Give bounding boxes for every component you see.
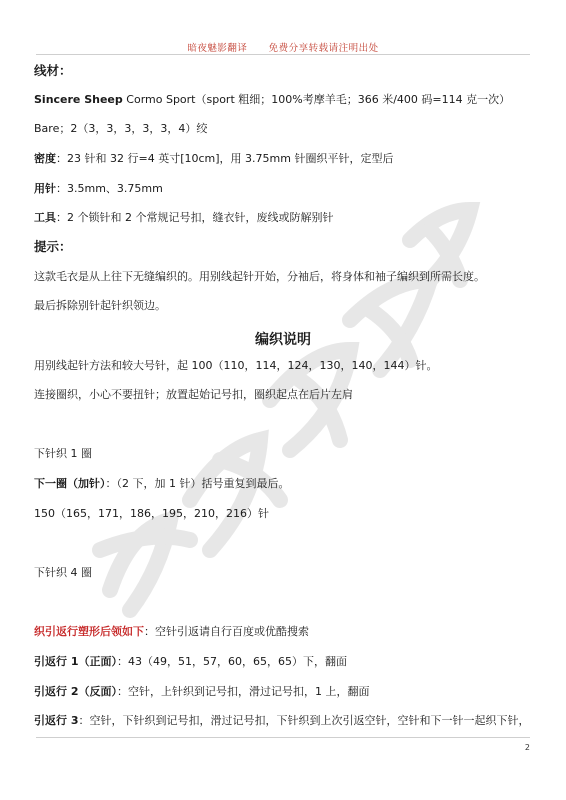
tools-line bbox=[34, 211, 334, 225]
short-row-3-line bbox=[34, 714, 529, 728]
short-row-2-line bbox=[34, 685, 369, 699]
instructions-title: 编织说明 bbox=[255, 332, 311, 348]
increase-round-line bbox=[34, 477, 290, 491]
short-row-2-text: ：空针，上针织到记号扣，滑过记号扣，1 上，翻面 bbox=[116, 685, 370, 698]
short-rows-line bbox=[34, 625, 309, 639]
knit-four-rounds-line: 下针织 4 圈 bbox=[34, 566, 92, 579]
yarn-description: Cormo Sport（sport 粗细；100%考摩羊毛；366 米/400 码=114 克一次） bbox=[122, 93, 511, 106]
stitch-count-line: 150（165，171，186，195，210，216）针 bbox=[34, 507, 269, 520]
yarn-line bbox=[34, 93, 510, 107]
cast-on-line: 用别线起针方法和较大号针，起 100（110，114，124，130，140，144）针。 bbox=[34, 359, 438, 372]
increase-round-text: ：（2 下，加 1 针）括号重复到最后。 bbox=[105, 477, 290, 490]
gauge-text: ：23 针和 32 行=4 英寸[10cm]，用 3.75mm 针圈织平针，定型后 bbox=[56, 152, 394, 165]
notes-line-1: 这款毛衣是从上往下无缝编织的。用别线起针开始，分袖后，将身体和袖子编织到所需长度。 bbox=[34, 270, 485, 283]
gauge-line bbox=[34, 152, 393, 166]
short-row-3-label: 引返行 3 bbox=[34, 714, 79, 727]
watermark-logo bbox=[70, 170, 510, 650]
increase-round-label: 下一圈（加针） bbox=[34, 477, 106, 490]
tools-text: ：2 个锁针和 2 个常规记号扣，缝衣针，废线或防解别针 bbox=[56, 211, 334, 224]
knit-round-line: 下针织 1 圈 bbox=[34, 447, 92, 460]
gauge-label: 密度 bbox=[34, 152, 56, 165]
yarn-quantity: Bare；2（3，3，3，3，3，4）绞 bbox=[34, 122, 208, 135]
join-line: 连接圈织，小心不要扭针；放置起始记号扣，圈织起点在后片左肩 bbox=[34, 388, 353, 401]
needles-line bbox=[34, 182, 163, 196]
page-header bbox=[0, 40, 566, 54]
needles-text: ：3.5mm、3.75mm bbox=[56, 182, 163, 195]
materials-heading: 线材： bbox=[34, 63, 72, 78]
short-row-2-label: 引返行 2（反面） bbox=[34, 685, 117, 698]
short-row-1-label: 引返行 1（正面） bbox=[34, 655, 117, 668]
short-rows-label: 织引返行塑形后领如下 bbox=[34, 625, 144, 638]
short-row-1-line bbox=[34, 655, 347, 669]
header-copyright: 免费分享转载请注明出处 bbox=[268, 43, 379, 54]
header-translator: 暗夜魅影翻译 bbox=[187, 43, 248, 54]
needles-label: 用针 bbox=[34, 182, 56, 195]
footer-divider bbox=[36, 737, 530, 738]
notes-line-2: 最后拆除别针起针织领边。 bbox=[34, 299, 166, 312]
notes-heading: 提示： bbox=[34, 239, 72, 254]
page-number: 2 bbox=[524, 743, 530, 752]
short-rows-text: ：空针引返请自行百度或优酷搜索 bbox=[144, 625, 309, 638]
tools-label: 工具 bbox=[34, 211, 56, 224]
short-row-3-text: ：空针，下针织到记号扣，滑过记号扣，下针织到上次引返空针，空针和下一针一起织下针， bbox=[78, 714, 530, 727]
yarn-brand: Sincere Sheep bbox=[34, 93, 123, 106]
short-row-1-text: ：43（49，51，57，60，65，65）下，翻面 bbox=[116, 655, 347, 668]
header-divider bbox=[36, 54, 530, 55]
